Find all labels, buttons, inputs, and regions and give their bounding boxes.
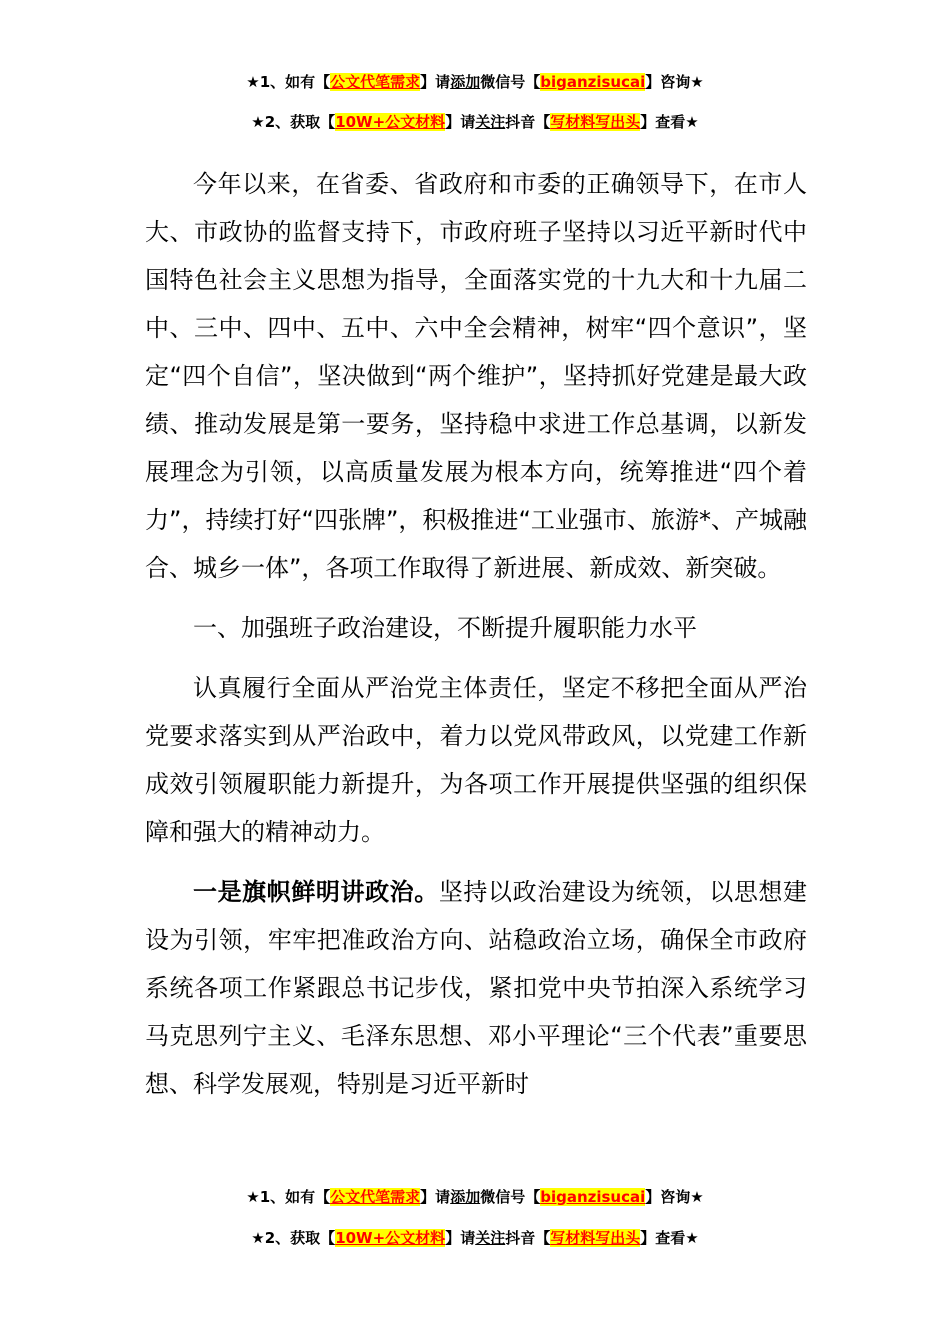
banner-highlight: 写材料写出头 bbox=[550, 113, 641, 131]
header-banner-line-2 bbox=[0, 112, 950, 132]
banner-highlight: biganzisucai bbox=[540, 73, 646, 91]
paragraph-text: 坚持以政治建设为统领，以思想建设为引领，牢牢把准政治方向、站稳政治立场，确保全市政府系统各项工作紧跟总书记步伐，紧扣党中央节拍深入系统学习马克思列宁主义、毛泽东思想、邓小平理论“三个代表”重要思想、科学发展观，特别是习近平新时 bbox=[145, 878, 808, 1098]
header-banner-line-1 bbox=[0, 72, 950, 92]
body-paragraph: 认真履行全面从严治党主体责任，坚定不移把全面从严治党要求落实到从严治政中，着力以党风带政风，以党建工作新成效引领履职能力新提升，为各项工作开展提供坚强的组织保障和强大的精神动力。 bbox=[145, 674, 807, 846]
document-body bbox=[145, 160, 807, 1108]
banner-text: ★1、如有【 bbox=[246, 73, 331, 91]
banner-text: 】请 bbox=[420, 1188, 451, 1206]
banner-highlight: 公文代笔需求 bbox=[330, 1188, 421, 1206]
banner-text: ★2、获取【 bbox=[251, 113, 336, 131]
banner-underlined: 添加 bbox=[450, 73, 481, 91]
banner-text: 】查看★ bbox=[640, 113, 699, 131]
banner-highlight: biganzisucai bbox=[540, 1188, 646, 1206]
banner-highlight: 写材料写出头 bbox=[550, 1229, 641, 1247]
banner-text: 】查看★ bbox=[640, 1229, 699, 1247]
banner-highlight: 10W+公文材料 bbox=[335, 113, 446, 131]
banner-text: 】请 bbox=[420, 73, 451, 91]
banner-underlined: 添加 bbox=[450, 1188, 481, 1206]
banner-text: 】请 bbox=[445, 113, 476, 131]
footer-banner-line-1 bbox=[0, 1187, 950, 1207]
footer-banner-line-2 bbox=[0, 1228, 950, 1248]
banner-text: 】请 bbox=[445, 1229, 476, 1247]
body-paragraph bbox=[145, 868, 807, 1108]
banner-text: 微信号【 bbox=[480, 73, 541, 91]
body-paragraph: 今年以来，在省委、省政府和市委的正确领导下，在市人大、市政协的监督支持下，市政府班子坚持以习近平新时代中国特色社会主义思想为指导，全面落实党的十九大和十九届二中、三中、四中、五中、六中全会精神，树牢“四个意识”，坚定“四个自信”，坚决做到“两个维护”，坚持抓好党建是最大政绩、推动发展是第一要务，坚持稳中求进工作总基调，以新发展理念为引领，以高质量发展为根本方向，统筹推进“四个着力”，持续打好“四张牌”，积极推进“工业强市、旅游*、产城融合、城乡一体”，各项工作取得了新进展、新成效、新突破。 bbox=[145, 170, 807, 582]
section-heading: 一、加强班子政治建设，不断提升履职能力水平 bbox=[193, 614, 697, 642]
banner-text: 】咨询★ bbox=[645, 1188, 704, 1206]
banner-highlight: 10W+公文材料 bbox=[335, 1229, 446, 1247]
banner-text: ★2、获取【 bbox=[251, 1229, 336, 1247]
banner-underlined: 关注 bbox=[475, 1229, 506, 1247]
banner-text: 抖音【 bbox=[505, 1229, 551, 1247]
paragraph-lead: 一是旗帜鲜明讲政治。 bbox=[193, 878, 439, 906]
banner-underlined: 关注 bbox=[475, 113, 506, 131]
banner-text: 微信号【 bbox=[480, 1188, 541, 1206]
banner-text: 抖音【 bbox=[505, 113, 551, 131]
banner-text: 】咨询★ bbox=[645, 73, 704, 91]
banner-text: ★1、如有【 bbox=[246, 1188, 331, 1206]
banner-highlight: 公文代笔需求 bbox=[330, 73, 421, 91]
